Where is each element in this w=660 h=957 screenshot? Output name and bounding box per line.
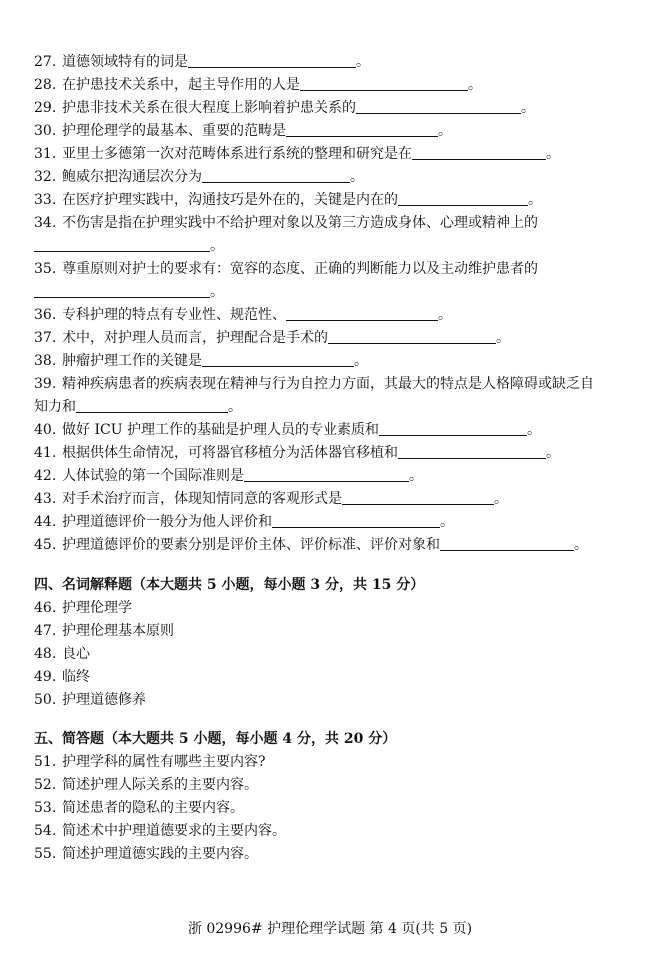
- answer-blank[interactable]: [342, 490, 494, 505]
- question-29: 29. 护患非技术关系在很大程度上影响着护患关系的 。: [34, 100, 535, 116]
- answer-blank[interactable]: [34, 237, 210, 252]
- answer-blank[interactable]: [412, 145, 546, 160]
- question-38: 38. 肿瘤护理工作的关键是 。: [34, 353, 368, 369]
- question-30: 30. 护理伦理学的最基本、重要的范畴是 。: [34, 123, 452, 139]
- answer-blank[interactable]: [244, 467, 409, 482]
- section-4-title: 四、名词解释题（本大题共 5 小题，每小题 3 分，共 15 分）: [34, 577, 425, 593]
- answer-blank[interactable]: [188, 53, 356, 68]
- question-42: 42. 人体试验的第一个国际准则是 。: [34, 468, 423, 484]
- answer-blank[interactable]: [398, 191, 528, 206]
- question-47: 47. 护理伦理基本原则: [34, 623, 174, 639]
- question-text: 对手术治疗而言，体现知情同意的客观形式是: [62, 491, 342, 507]
- answer-blank[interactable]: [328, 329, 496, 344]
- question-33: 33. 在医疗护理实践中，沟通技巧是外在的，关键是内在的 。: [34, 192, 542, 208]
- question-text: 在医疗护理实践中，沟通技巧是外在的，关键是内在的: [62, 192, 398, 208]
- question-text: 做好 ICU 护理工作的基础是护理人员的专业素质和: [62, 422, 379, 438]
- question-39: 39. 精神疾病患者的疾病表现在精神与行为自控力方面，其最大的特点是人格障碍或缺乏自: [34, 376, 594, 392]
- answer-blank[interactable]: [300, 76, 468, 91]
- question-54: 54. 简述术中护理道德要求的主要内容。: [34, 823, 286, 839]
- question-text: 护理道德评价的要素分别是评价主体、评价标准、评价对象和: [62, 537, 440, 553]
- question-text: 尊重原则对护士的要求有：宽容的态度、正确的判断能力以及主动维护患者的: [62, 261, 538, 277]
- question-41: 41. 根据供体生命情况，可将器官移植分为活体器官移植和 。: [34, 445, 560, 461]
- question-52: 52. 简述护理人际关系的主要内容。: [34, 777, 258, 793]
- question-51: 51. 护理学科的属性有哪些主要内容?: [34, 754, 266, 770]
- question-34: 34. 不伤害是指在护理实践中不给护理对象以及第三方造成身体、心理或精神上的: [34, 215, 538, 231]
- question-45: 45. 护理道德评价的要素分别是评价主体、评价标准、评价对象和 。: [34, 537, 588, 553]
- question-text: 护患非技术关系在很大程度上影响着护患关系的: [62, 100, 356, 116]
- answer-blank[interactable]: [34, 283, 210, 298]
- question-43: 43. 对手术治疗而言，体现知情同意的客观形式是 。: [34, 491, 508, 507]
- question-37: 37. 术中，对护理人员而言，护理配合是手术的 。: [34, 330, 510, 346]
- question-text: 根据供体生命情况，可将器官移植分为活体器官移植和: [62, 445, 398, 461]
- question-28: 28. 在护患技术关系中，起主导作用的人是 。: [34, 77, 482, 93]
- answer-blank[interactable]: [272, 513, 440, 528]
- question-46: 46. 护理伦理学: [34, 600, 132, 616]
- answer-blank[interactable]: [202, 352, 354, 367]
- question-31: 31. 亚里士多德第一次对范畴体系进行系统的整理和研究是在 。: [34, 146, 560, 162]
- answer-blank[interactable]: [379, 421, 527, 436]
- answer-blank[interactable]: [398, 444, 546, 459]
- question-34-continuation: 。: [34, 236, 224, 257]
- question-text: 护理伦理学的最基本、重要的范畴是: [62, 123, 286, 139]
- question-36: 36. 专科护理的特点有专业性、规范性、 。: [34, 307, 452, 323]
- question-27: 27. 道德领域特有的词是 。: [34, 54, 370, 70]
- question-text: 道德领域特有的词是: [62, 54, 188, 70]
- question-49: 49. 临终: [34, 669, 90, 685]
- question-55: 55. 简述护理道德实践的主要内容。: [34, 846, 258, 862]
- question-35-continuation: 。: [34, 282, 224, 303]
- section-5-title: 五、简答题（本大题共 5 小题，每小题 4 分，共 20 分）: [34, 731, 397, 747]
- question-text: 肿瘤护理工作的关键是: [62, 353, 202, 369]
- question-44: 44. 护理道德评价一般分为他人评价和 。: [34, 514, 454, 530]
- question-text: 术中，对护理人员而言，护理配合是手术的: [62, 330, 328, 346]
- question-53: 53. 简述患者的隐私的主要内容。: [34, 800, 244, 816]
- question-39-continuation: 知力和 。: [34, 399, 242, 415]
- question-40: 40. 做好 ICU 护理工作的基础是护理人员的专业素质和 。: [34, 422, 541, 438]
- question-text: 护理道德评价一般分为他人评价和: [62, 514, 272, 530]
- question-text: 亚里士多德第一次对范畴体系进行系统的整理和研究是在: [62, 146, 412, 162]
- answer-blank[interactable]: [286, 306, 438, 321]
- answer-blank[interactable]: [286, 122, 438, 137]
- question-text: 不伤害是指在护理实践中不给护理对象以及第三方造成身体、心理或精神上的: [62, 215, 538, 231]
- question-48: 48. 良心: [34, 646, 90, 662]
- question-text: 专科护理的特点有专业性、规范性、: [62, 307, 286, 323]
- answer-blank[interactable]: [440, 536, 574, 551]
- question-50: 50. 护理道德修养: [34, 692, 146, 708]
- question-text: 在护患技术关系中，起主导作用的人是: [62, 77, 300, 93]
- answer-blank[interactable]: [202, 168, 350, 183]
- question-text: 鲍威尔把沟通层次分为: [62, 169, 202, 185]
- question-35: 35. 尊重原则对护士的要求有：宽容的态度、正确的判断能力以及主动维护患者的: [34, 261, 538, 277]
- page-footer: 浙 02996# 护理伦理学试题 第 4 页(共 5 页): [187, 921, 473, 937]
- question-32: 32. 鲍威尔把沟通层次分为 。: [34, 169, 364, 185]
- answer-blank[interactable]: [76, 398, 228, 413]
- question-text: 精神疾病患者的疾病表现在精神与行为自控力方面，其最大的特点是人格障碍或缺乏自: [62, 376, 594, 392]
- answer-blank[interactable]: [356, 99, 521, 114]
- question-text: 人体试验的第一个国际准则是: [62, 468, 244, 484]
